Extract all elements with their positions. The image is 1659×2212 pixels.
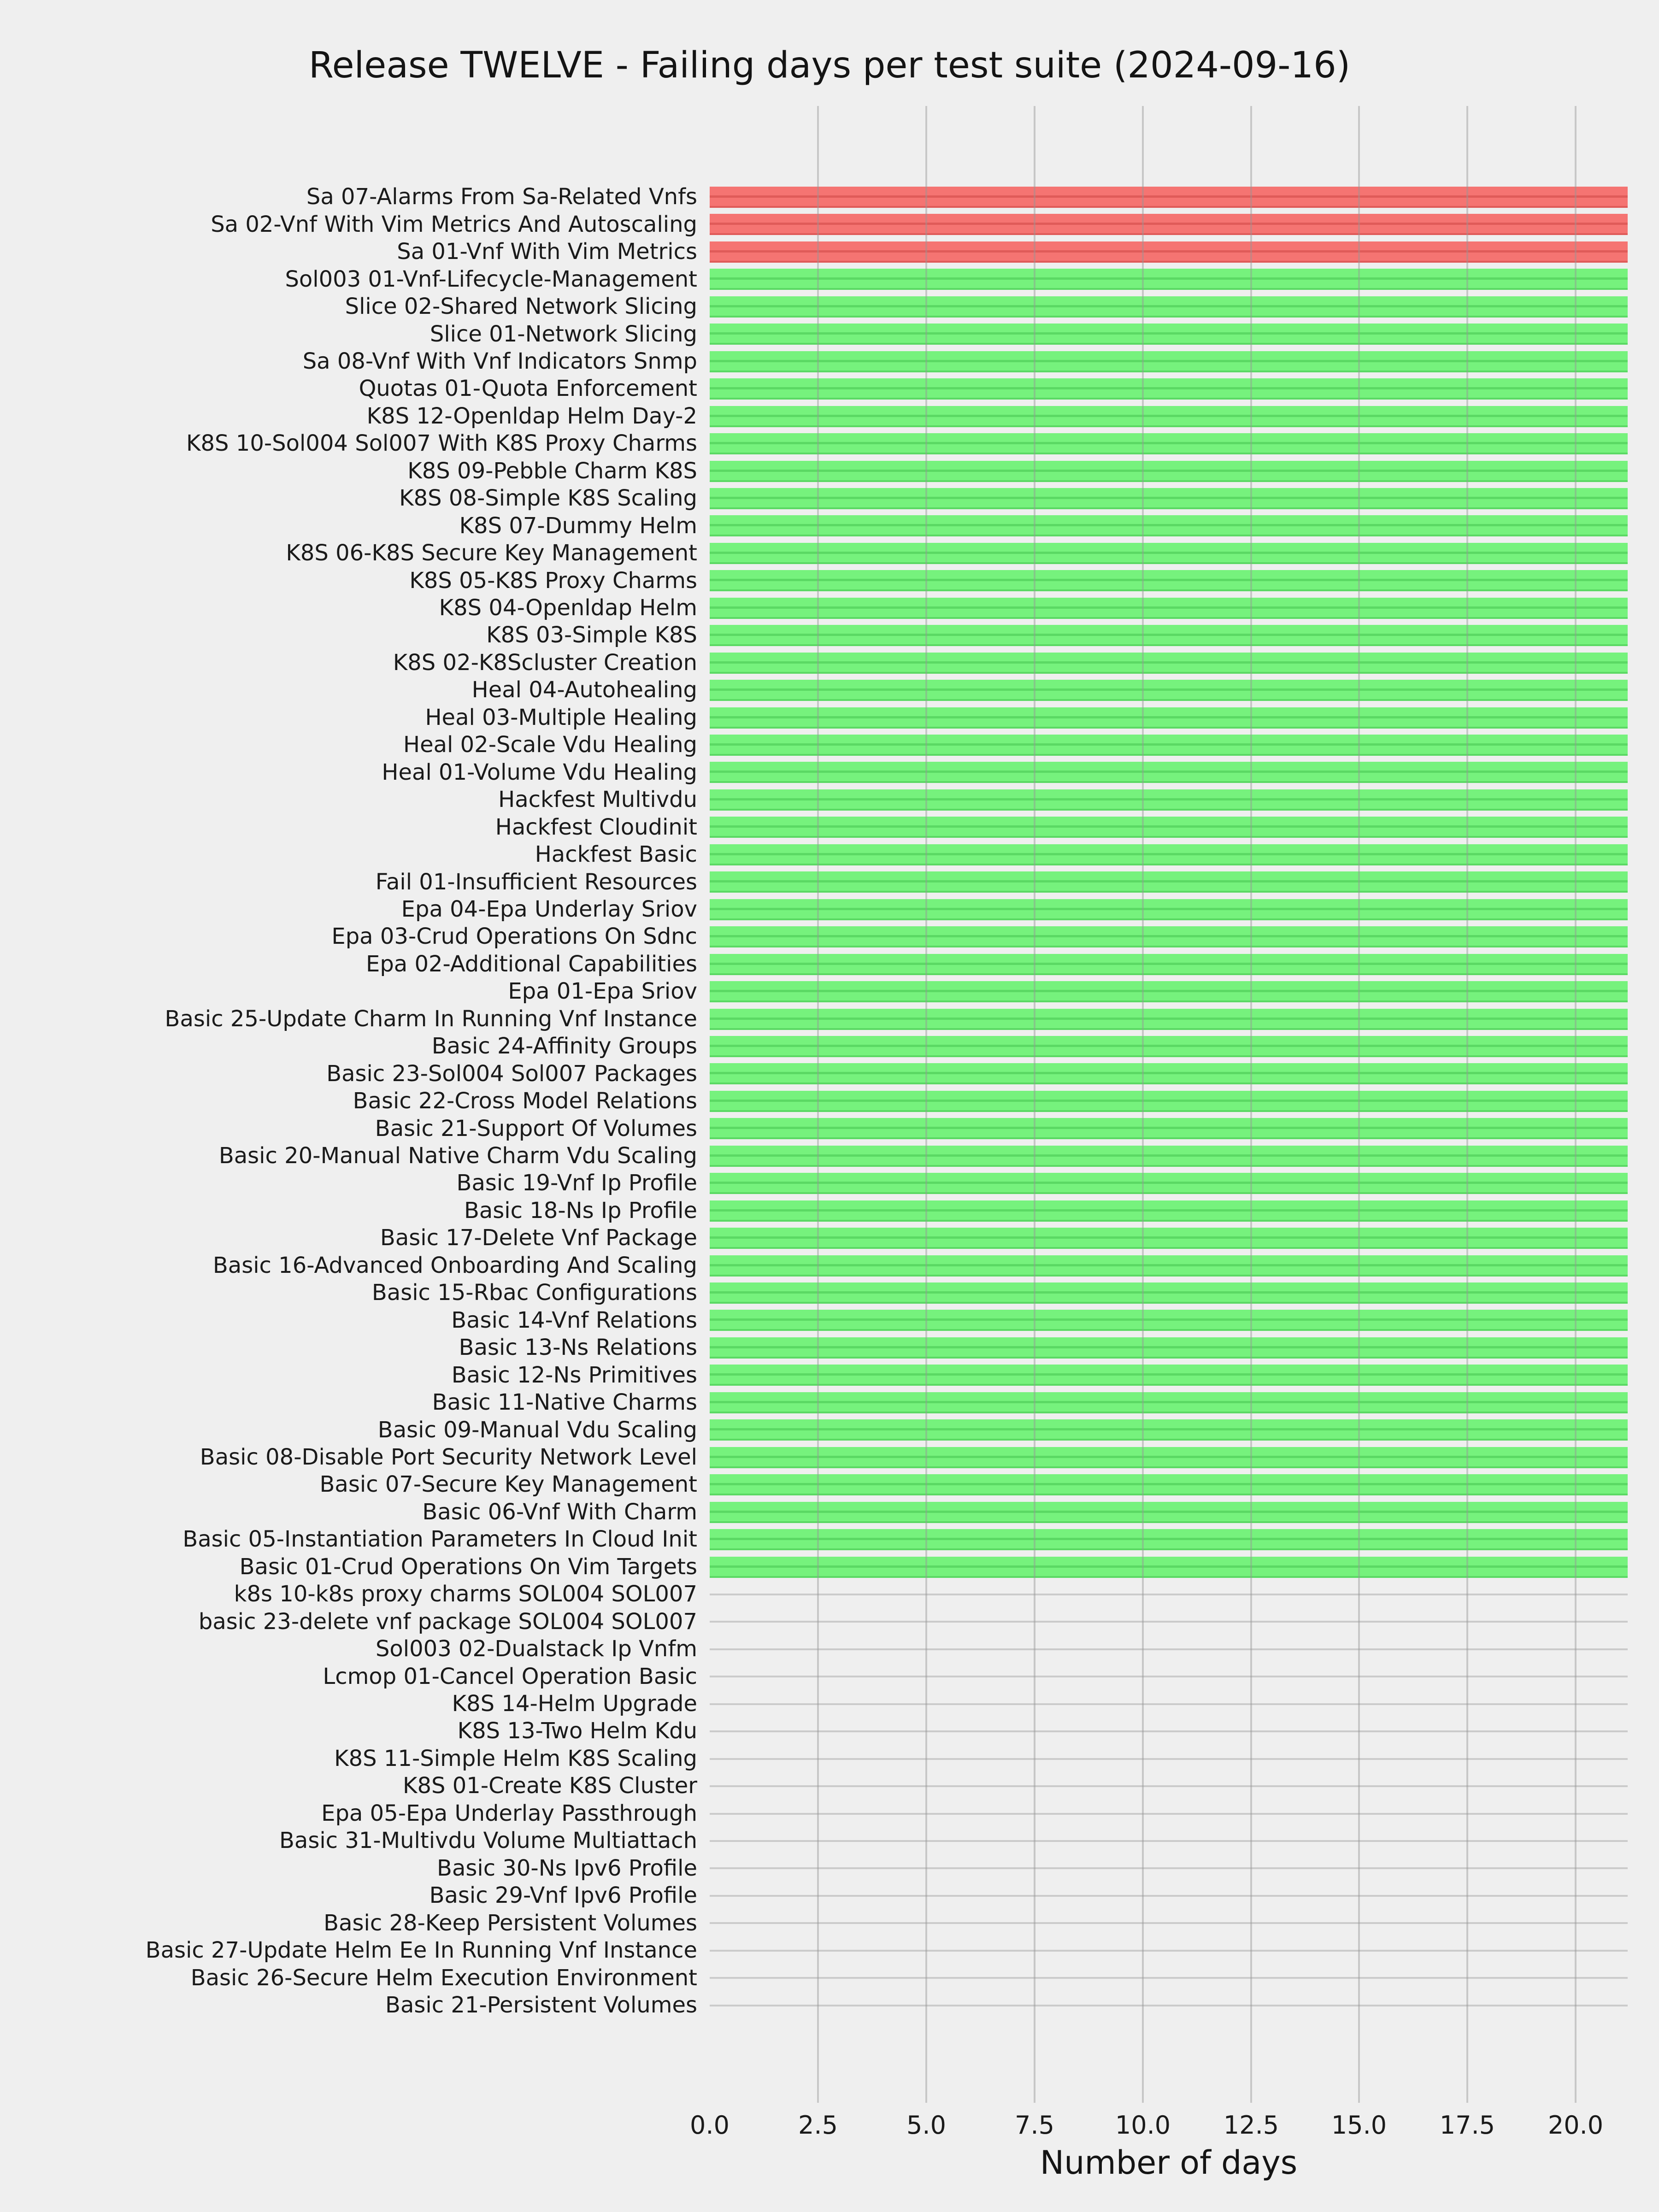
y-gridline	[710, 1895, 1628, 1897]
y-gridline	[710, 1950, 1628, 1952]
bar	[710, 1392, 1628, 1413]
y-tick-label: Fail 01-Insufficient Resources	[375, 869, 697, 895]
bar	[710, 844, 1628, 865]
bar	[710, 707, 1628, 729]
y-tick-label: Basic 06-Vnf With Charm	[422, 1499, 697, 1525]
bar	[710, 1009, 1628, 1030]
y-gridline	[710, 1867, 1628, 1869]
bar	[710, 406, 1628, 427]
y-tick-label: Basic 21-Support Of Volumes	[375, 1115, 697, 1141]
bar	[710, 488, 1628, 509]
bar	[710, 954, 1628, 975]
y-tick-label: Slice 01-Network Slicing	[429, 321, 697, 347]
bar	[710, 461, 1628, 482]
bar	[710, 1200, 1628, 1222]
y-tick-label: Basic 27-Update Helm Ee In Running Vnf Instance	[145, 1937, 697, 1964]
bar	[710, 1036, 1628, 1057]
bar	[710, 1474, 1628, 1495]
bar	[710, 570, 1628, 591]
bar	[710, 1337, 1628, 1359]
bar	[710, 899, 1628, 920]
bar	[710, 1529, 1628, 1550]
y-tick-label: basic 23-delete vnf package SOL004 SOL007	[198, 1608, 697, 1635]
y-tick-label: Hackfest Multivdu	[498, 787, 697, 813]
bar	[710, 680, 1628, 701]
y-tick-label: Heal 02-Scale Vdu Healing	[403, 732, 697, 758]
y-tick-label: K8S 11-Simple Helm K8S Scaling	[334, 1745, 697, 1771]
y-tick-label: Basic 23-Sol004 Sol007 Packages	[326, 1060, 697, 1087]
y-gridline	[710, 1922, 1628, 1924]
y-tick-label: Basic 18-Ns Ip Profile	[464, 1197, 697, 1224]
x-tick-label: 2.5	[798, 2111, 838, 2140]
y-tick-label: Epa 04-Epa Underlay Sriov	[401, 896, 697, 922]
x-gridline	[1466, 106, 1468, 2103]
x-gridline	[1034, 106, 1035, 2103]
y-tick-label: Sa 08-Vnf With Vnf Indicators Snmp	[302, 348, 697, 374]
y-tick-label: K8S 05-K8S Proxy Charms	[409, 567, 697, 594]
y-tick-label: Basic 19-Vnf Ip Profile	[456, 1170, 697, 1196]
bar	[710, 324, 1628, 345]
y-gridline	[710, 1840, 1628, 1842]
bar	[710, 187, 1628, 208]
x-gridline	[1142, 106, 1144, 2103]
y-tick-label: Basic 14-Vnf Relations	[451, 1307, 697, 1333]
y-tick-label: Basic 29-Vnf Ipv6 Profile	[429, 1883, 697, 1909]
bar	[710, 1091, 1628, 1112]
y-tick-label: Basic 12-Ns Primitives	[451, 1362, 697, 1388]
y-tick-label: K8S 08-Simple K8S Scaling	[399, 485, 697, 512]
x-gridline	[1575, 106, 1577, 2103]
bar	[710, 625, 1628, 646]
y-tick-label: Sa 01-Vnf With Vim Metrics	[397, 239, 697, 265]
bar	[710, 789, 1628, 811]
bar	[710, 735, 1628, 756]
y-tick-label: Heal 03-Multiple Healing	[425, 704, 697, 730]
y-tick-label: K8S 06-K8S Secure Key Management	[286, 540, 697, 566]
y-gridline	[710, 1785, 1628, 1787]
y-tick-label: Quotas 01-Quota Enforcement	[359, 376, 697, 402]
y-tick-label: Lcmop 01-Cancel Operation Basic	[323, 1663, 697, 1689]
bar	[710, 817, 1628, 838]
bar	[710, 214, 1628, 235]
bar	[710, 296, 1628, 318]
bar	[710, 1228, 1628, 1249]
x-axis-title: Number of days	[1040, 2144, 1298, 2182]
bar	[710, 1310, 1628, 1331]
y-tick-label: Basic 05-Instantiation Parameters In Cloud Init	[182, 1526, 697, 1553]
bar	[710, 1557, 1628, 1578]
bar	[710, 1502, 1628, 1523]
bar	[710, 1173, 1628, 1194]
y-tick-label: K8S 10-Sol004 Sol007 With K8S Proxy Charms	[186, 430, 697, 457]
y-tick-label: Epa 05-Epa Underlay Passthrough	[321, 1800, 697, 1826]
bar	[710, 1447, 1628, 1468]
bar	[710, 269, 1628, 290]
y-tick-label: Heal 04-Autohealing	[471, 677, 697, 703]
y-tick-label: K8S 14-Helm Upgrade	[452, 1691, 697, 1717]
y-tick-label: k8s 10-k8s proxy charms SOL004 SOL007	[234, 1581, 697, 1607]
x-tick-label: 12.5	[1223, 2111, 1279, 2140]
y-tick-label: Hackfest Basic	[535, 841, 697, 868]
bar	[710, 981, 1628, 1002]
y-tick-label: Basic 17-Delete Vnf Package	[380, 1225, 697, 1251]
y-tick-label: Basic 26-Secure Helm Execution Environment	[190, 1965, 697, 1991]
x-tick-label: 20.0	[1547, 2111, 1604, 2140]
y-tick-label: K8S 09-Pebble Charm K8S	[407, 458, 697, 484]
bar	[710, 1282, 1628, 1304]
y-tick-label: Slice 02-Shared Network Slicing	[345, 294, 697, 320]
y-tick-label: Sa 07-Alarms From Sa-Related Vnfs	[306, 184, 697, 210]
y-gridline	[710, 1676, 1628, 1677]
y-gridline	[710, 1703, 1628, 1705]
y-tick-label: Basic 28-Keep Persistent Volumes	[324, 1910, 697, 1936]
y-gridline	[710, 1977, 1628, 1979]
chart-title: Release TWELVE - Failing days per test suite (2024-09-16)	[308, 45, 1351, 86]
bar	[710, 871, 1628, 893]
bar	[710, 762, 1628, 783]
bar	[710, 351, 1628, 372]
bar	[710, 241, 1628, 263]
x-tick-label: 15.0	[1331, 2111, 1387, 2140]
y-tick-label: Epa 01-Epa Sriov	[508, 978, 697, 1005]
y-tick-label: Basic 16-Advanced Onboarding And Scaling	[212, 1252, 697, 1278]
y-tick-label: Basic 22-Cross Model Relations	[353, 1088, 697, 1114]
y-tick-label: K8S 13-Two Helm Kdu	[457, 1718, 697, 1744]
bar	[710, 433, 1628, 454]
x-gridline	[817, 106, 819, 2103]
y-tick-label: Basic 15-Rbac Configurations	[371, 1280, 697, 1306]
y-tick-label: Basic 08-Disable Port Security Network Level	[200, 1444, 697, 1470]
x-tick-label: 10.0	[1115, 2111, 1171, 2140]
y-tick-label: Basic 01-Crud Operations On Vim Targets	[239, 1553, 697, 1580]
bar	[710, 543, 1628, 564]
y-tick-label: Hackfest Cloudinit	[495, 814, 697, 840]
y-gridline	[710, 2005, 1628, 2006]
y-gridline	[710, 1730, 1628, 1732]
x-gridline	[925, 106, 927, 2103]
y-tick-label: K8S 03-Simple K8S	[486, 622, 697, 648]
y-tick-label: Sol003 02-Dualstack Ip Vnfm	[375, 1636, 697, 1662]
bar	[710, 515, 1628, 536]
bar	[710, 653, 1628, 674]
bar	[710, 598, 1628, 619]
y-tick-label: Basic 11-Native Charms	[432, 1389, 697, 1416]
y-gridline	[710, 1621, 1628, 1623]
bar	[710, 926, 1628, 947]
y-tick-label: K8S 01-Create K8S Cluster	[403, 1773, 697, 1799]
bar	[710, 1255, 1628, 1277]
bar	[710, 1063, 1628, 1084]
y-tick-label: K8S 04-Openldap Helm	[439, 595, 697, 621]
y-tick-label: Epa 03-Crud Operations On Sdnc	[331, 924, 697, 950]
bar	[710, 1365, 1628, 1386]
y-tick-label: Basic 07-Secure Key Management	[319, 1471, 697, 1498]
y-gridline	[710, 1594, 1628, 1595]
y-tick-label: Basic 30-Ns Ipv6 Profile	[437, 1855, 697, 1881]
y-tick-label: Heal 01-Volume Vdu Healing	[382, 759, 697, 785]
y-tick-label: Sol003 01-Vnf-Lifecycle-Management	[285, 266, 697, 292]
y-tick-label: Basic 13-Ns Relations	[459, 1335, 697, 1361]
y-tick-label: K8S 12-Openldap Helm Day-2	[366, 403, 697, 429]
y-tick-label: Basic 20-Manual Native Charm Vdu Scaling	[218, 1143, 697, 1169]
y-tick-label: K8S 02-K8Scluster Creation	[393, 649, 697, 676]
x-gridline	[1250, 106, 1252, 2103]
y-gridline	[710, 1648, 1628, 1650]
y-gridline	[710, 1813, 1628, 1815]
y-tick-label: K8S 07-Dummy Helm	[459, 512, 697, 539]
y-tick-label: Sa 02-Vnf With Vim Metrics And Autoscaling	[211, 211, 697, 237]
bar	[710, 1419, 1628, 1441]
x-tick-label: 7.5	[1015, 2111, 1054, 2140]
y-tick-label: Basic 24-Affinity Groups	[431, 1033, 697, 1059]
y-tick-label: Basic 21-Persistent Volumes	[385, 1992, 697, 2018]
x-gridline	[1358, 106, 1360, 2103]
bar	[710, 378, 1628, 400]
y-tick-label: Epa 02-Additional Capabilities	[365, 951, 697, 977]
x-tick-label: 0.0	[690, 2111, 729, 2140]
x-tick-label: 5.0	[906, 2111, 946, 2140]
y-tick-label: Basic 09-Manual Vdu Scaling	[377, 1417, 697, 1443]
y-gridline	[710, 1758, 1628, 1760]
y-tick-label: Basic 25-Update Charm In Running Vnf Instance	[165, 1006, 697, 1032]
bar	[710, 1118, 1628, 1139]
bar	[710, 1146, 1628, 1167]
x-tick-label: 17.5	[1439, 2111, 1495, 2140]
y-tick-label: Basic 31-Multivdu Volume Multiattach	[279, 1828, 697, 1854]
